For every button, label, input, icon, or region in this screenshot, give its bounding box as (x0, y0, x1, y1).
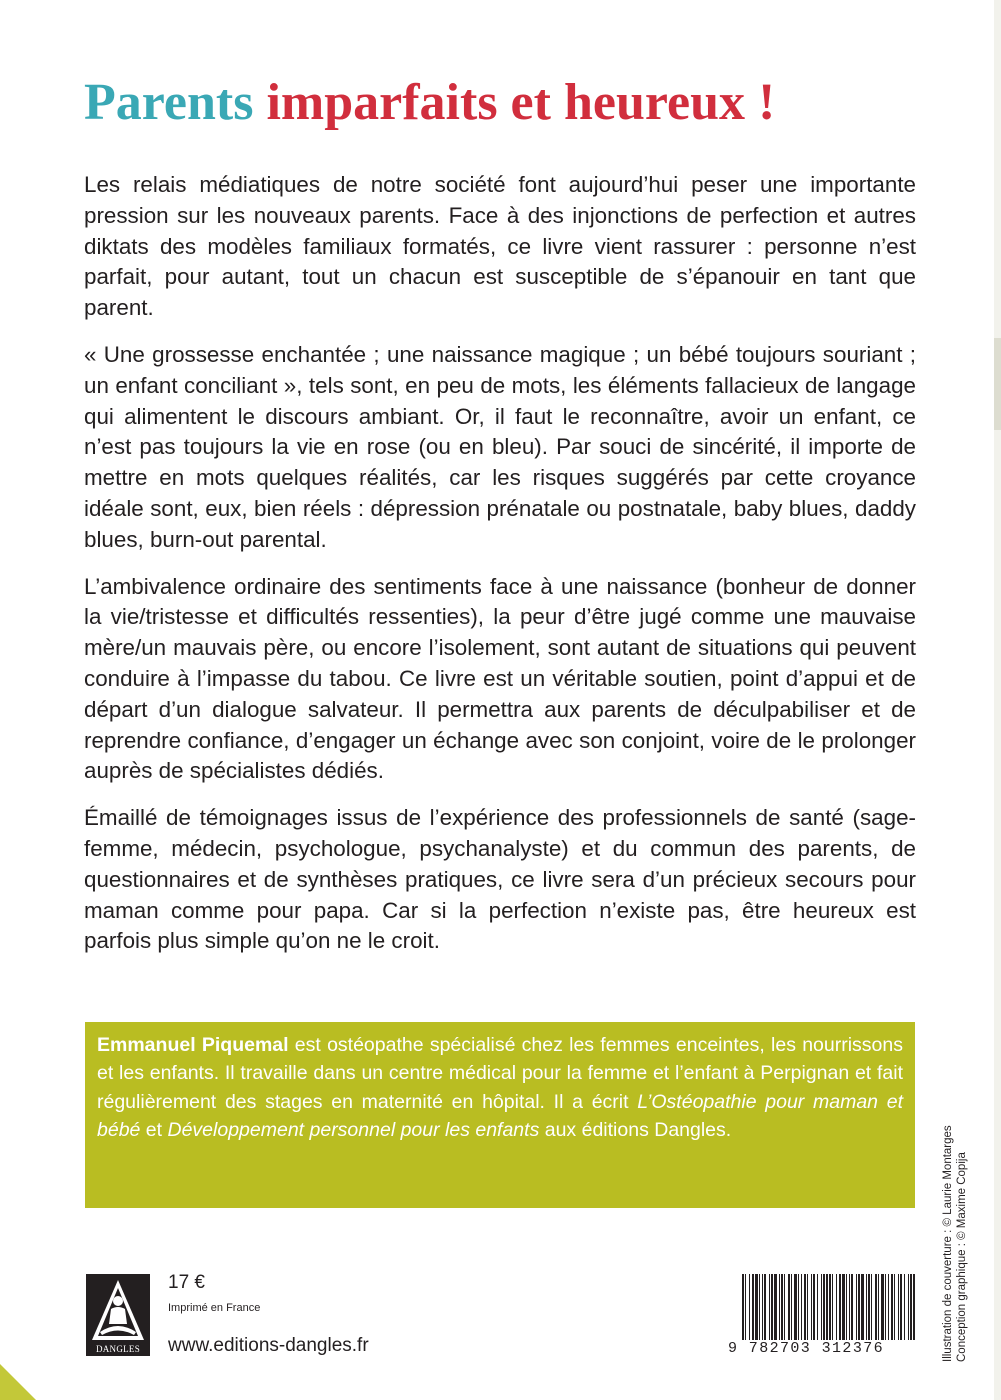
title-part-rest: imparfaits et heureux ! (266, 74, 776, 131)
price: 17 € (168, 1272, 205, 1293)
corner-accent (0, 1364, 36, 1400)
book-title-1: L’Ostéopathie pour maman et bébé (97, 1090, 904, 1142)
spine-tab (994, 338, 1001, 430)
book-title-2: Développement personnel pour les enfants (167, 1119, 540, 1142)
barcode-digits: 9 782703 312376 (728, 1340, 918, 1358)
blurb-paragraph: Émaillé de témoignages issus de l’expérience des professionnels de santé (sage-femme, médecin, psychologue, psychanalyste) et du commun des parents, de questionnaires et de synthèses pratiques, ce livre sera d’un précieux secours pour maman comme pour papa. Car si la perfection n’existe pas, être heureux est parfois plus simple qu’on ne le croit. (84, 805, 916, 954)
author-bio-box (85, 1022, 915, 1208)
blurb-paragraph: L’ambivalence ordinaire des sentiments face à une naissance (bonheur de donner la vie/tristesse et difficultés ressenties), la peur d’être jugé comme une mauvaise mère/un mauvais père, ou encore l’isolement, sont autant de situations qui peuvent conduire à l’impasse du tabou. Ce livre est un véritable soutien, point d’appui et de départ d’un dialogue salvateur. Il permettra aux parents de déculpabiliser et de reprendre confiance, d’engager un échange avec son conjoint, voire de le prolonger auprès de spécialistes dédiés. (84, 573, 916, 784)
publisher-logo (86, 1274, 150, 1356)
cover-credit: Illustration de couverture : © Laurie Montarges (942, 1125, 954, 1362)
bio-text-3: aux éditions Dangles. (539, 1119, 732, 1142)
blurb-text (84, 170, 916, 973)
printed-in: Imprimé en France (168, 1302, 261, 1314)
blurb-paragraph: Les relais médiatiques de notre société font aujourd’hui peser une importante pression sur les nouveaux parents. Face à des injonctions de perfection et autres diktats des modèles familiaux formatés, ce livre vient rassurer : personne n’est parfait, pour autant, tout un chacun est susceptible de s’épanouir en tant que parent. (84, 172, 916, 321)
author-bio-text (97, 1031, 903, 1145)
book-title (84, 72, 934, 134)
spine-edge (994, 0, 1001, 1400)
credits (942, 1125, 969, 1362)
blurb-paragraph: « Une grossesse enchantée ; une naissance magique ; un bébé toujours souriant ; un enfant conciliant », tels sont, en peu de mots, les éléments fallacieux de langage qui alimentent le discours ambiant. Or, il faut le reconnaître, avoir un enfant, ce n’est pas toujours la vie en rose (ou en bleu). Par souci de sincérité, il importe de mettre en mots quelques réalités, car les risques suggérés par cette croyance idéale sont, eux, bien réels : dépression prénatale ou postnatale, baby blues, daddy blues, burn-out parental. (84, 341, 916, 552)
design-credit: Conception graphique : © Maxime Copija (955, 1152, 968, 1362)
bio-text-2: et (140, 1119, 168, 1142)
title-part-parents: Parents (84, 74, 254, 131)
logo-label: DANGLES (95, 1344, 141, 1354)
bio-text-1: est ostéopathe spécialisé chez les femmes enceintes, les nourrissons et les enfants. Il travaille dans un centre médical pour la femme et l’enfant à Perpignan et fait régulièrement des stages en maternité en hôpital. Il a écrit (97, 1034, 903, 1113)
author-name: Emmanuel Piquemal (97, 1034, 289, 1056)
publisher-website: www.editions-dangles.fr (168, 1335, 369, 1356)
isbn-barcode (728, 1270, 918, 1362)
